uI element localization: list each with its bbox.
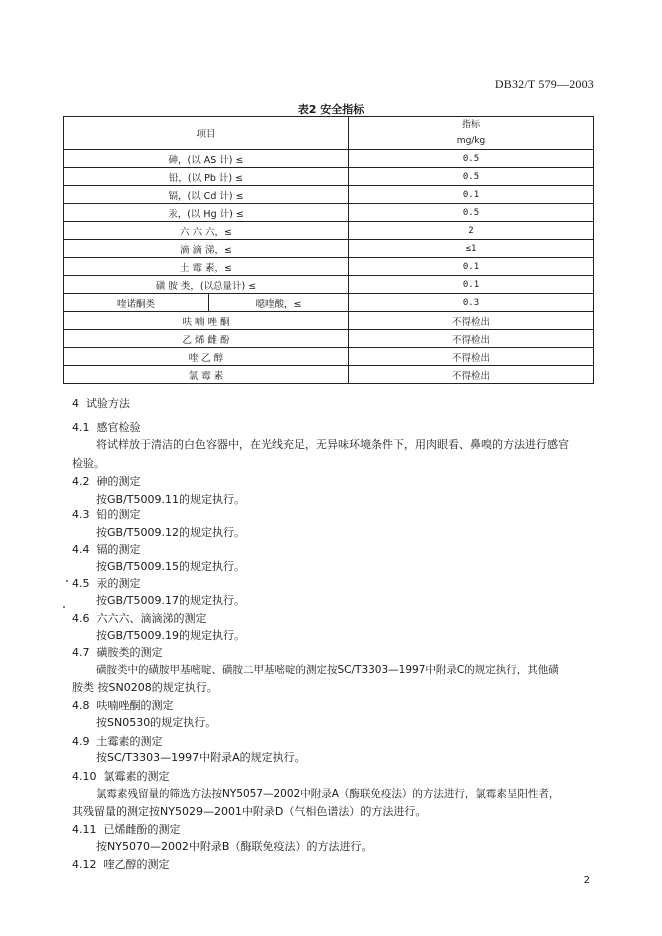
section-heading-4-4: 4.4 镉的测定 xyxy=(72,543,141,556)
section-body: 检验。 xyxy=(72,457,105,470)
row-item: 磺 胺 类，(以总量计) ≤ xyxy=(64,276,349,294)
section-body: 将试样放于清洁的白色容器中，在光线充足，无异味环境条件下，用肉眼看、鼻嗅的方法进行感官 xyxy=(96,438,569,451)
row-value: 不得检出 xyxy=(349,312,594,330)
row-item: 土 霉 素，≤ xyxy=(64,258,349,276)
row-value: 0.1 xyxy=(349,276,594,294)
table-row xyxy=(64,330,594,348)
row-value: 0.1 xyxy=(349,258,594,276)
section-body: 按GB/T5009.11的规定执行。 xyxy=(96,493,245,506)
section-heading-4-11: 4.11 已烯雌酚的测定 xyxy=(72,823,181,836)
section-body: 磺胺类中的磺胺甲基嘧啶、磺胺二甲基嘧啶的测定按SC/T3303—1997中附录C的规定执行，其他磺 xyxy=(96,664,559,676)
section-heading-4-3: 4.3 铅的测定 xyxy=(72,508,141,521)
section-body: 按SN0530的规定执行。 xyxy=(96,716,217,729)
table-row xyxy=(64,150,594,168)
row-item: 氯 霉 素 xyxy=(64,366,349,384)
section-body: 氯霉素残留量的筛选方法按NY5057—2002中附录A（酶联免疫法）的方法进行，氯霉素呈阳性者， xyxy=(96,788,560,800)
row-value: 0.5 xyxy=(349,168,594,186)
section-heading-4-6: 4.6 六六六、滴滴涕的测定 xyxy=(72,612,207,625)
section-body: 按GB/T5009.19的规定执行。 xyxy=(96,629,245,642)
row-value: 不得检出 xyxy=(349,330,594,348)
table-row xyxy=(64,294,594,312)
row-item-sub: 噁喹酸，≤ xyxy=(209,294,349,312)
table-row xyxy=(64,240,594,258)
scan-speck xyxy=(63,606,65,608)
section-body: 按NY5070—2002中附录B（酶联免疫法）的方法进行。 xyxy=(96,840,373,853)
header-value-unit: mg/kg xyxy=(456,136,486,146)
section-body: 胺类 按SN0208的规定执行。 xyxy=(72,681,218,694)
row-value: 0.1 xyxy=(349,186,594,204)
page-number: 2 xyxy=(583,875,590,886)
row-item: 六 六 六，≤ xyxy=(64,222,349,240)
section-heading-4-5: 4.5 汞的测定 xyxy=(72,577,141,590)
safety-index-table xyxy=(63,116,594,384)
row-value: 0.5 xyxy=(349,150,594,168)
header-value xyxy=(349,117,594,150)
row-value: 2 xyxy=(349,222,594,240)
section-heading-4: 4 试验方法 xyxy=(72,397,130,410)
row-value: 不得检出 xyxy=(349,348,594,366)
section-heading-4-1: 4.1 感官检验 xyxy=(72,421,141,434)
section-heading-4-10: 4.10 氯霉素的测定 xyxy=(72,770,170,783)
header-value-label: 指标 xyxy=(462,120,481,130)
section-body: 按SC/T3303—1997中附录A的规定执行。 xyxy=(96,751,306,764)
row-value: 不得检出 xyxy=(349,366,594,384)
table-row xyxy=(64,312,594,330)
table-row xyxy=(64,204,594,222)
section-body: 按GB/T5009.17的规定执行。 xyxy=(96,594,245,607)
scan-speck xyxy=(66,580,68,582)
row-item: 镉，(以 Cd 计) ≤ xyxy=(64,186,349,204)
document-code: DB32/T 579—2003 xyxy=(494,77,594,91)
section-heading-4-12: 4.12 喹乙醇的测定 xyxy=(72,858,170,871)
row-value: 0.3 xyxy=(349,294,594,312)
row-item: 乙 烯 雌 酚 xyxy=(64,330,349,348)
section-body: 按GB/T5009.15的规定执行。 xyxy=(96,560,245,573)
row-item: 呋 喃 唑 酮 xyxy=(64,312,349,330)
header-item: 项目 xyxy=(64,117,349,150)
section-heading-4-2: 4.2 砷的测定 xyxy=(72,475,141,488)
row-item: 汞，(以 Hg 计) ≤ xyxy=(64,204,349,222)
table-row xyxy=(64,222,594,240)
row-item: 喹 乙 醇 xyxy=(64,348,349,366)
table-row xyxy=(64,348,594,366)
row-value: 0.5 xyxy=(349,204,594,222)
section-heading-4-9: 4.9 土霉素的测定 xyxy=(72,735,163,748)
table-row xyxy=(64,276,594,294)
row-item-group: 喹诺酮类 xyxy=(64,294,209,312)
section-body: 按GB/T5009.12的规定执行。 xyxy=(96,526,245,539)
table-row xyxy=(64,168,594,186)
row-item: 砷，(以 AS 计) ≤ xyxy=(64,150,349,168)
row-item: 铅，(以 Pb 计) ≤ xyxy=(64,168,349,186)
row-item: 滴 滴 涕，≤ xyxy=(64,240,349,258)
table-caption: 表2 安全指标 xyxy=(297,103,365,116)
row-value: ≤1 xyxy=(349,240,594,258)
section-heading-4-8: 4.8 呋喃唑酮的测定 xyxy=(72,699,174,712)
section-body: 其残留量的测定按NY5029—2001中附录D（气相色谱法）的方法进行。 xyxy=(72,805,427,818)
table-header-row xyxy=(64,117,594,150)
table-row xyxy=(64,366,594,384)
table-row xyxy=(64,186,594,204)
section-heading-4-7: 4.7 磺胺类的测定 xyxy=(72,646,163,659)
table-row xyxy=(64,258,594,276)
